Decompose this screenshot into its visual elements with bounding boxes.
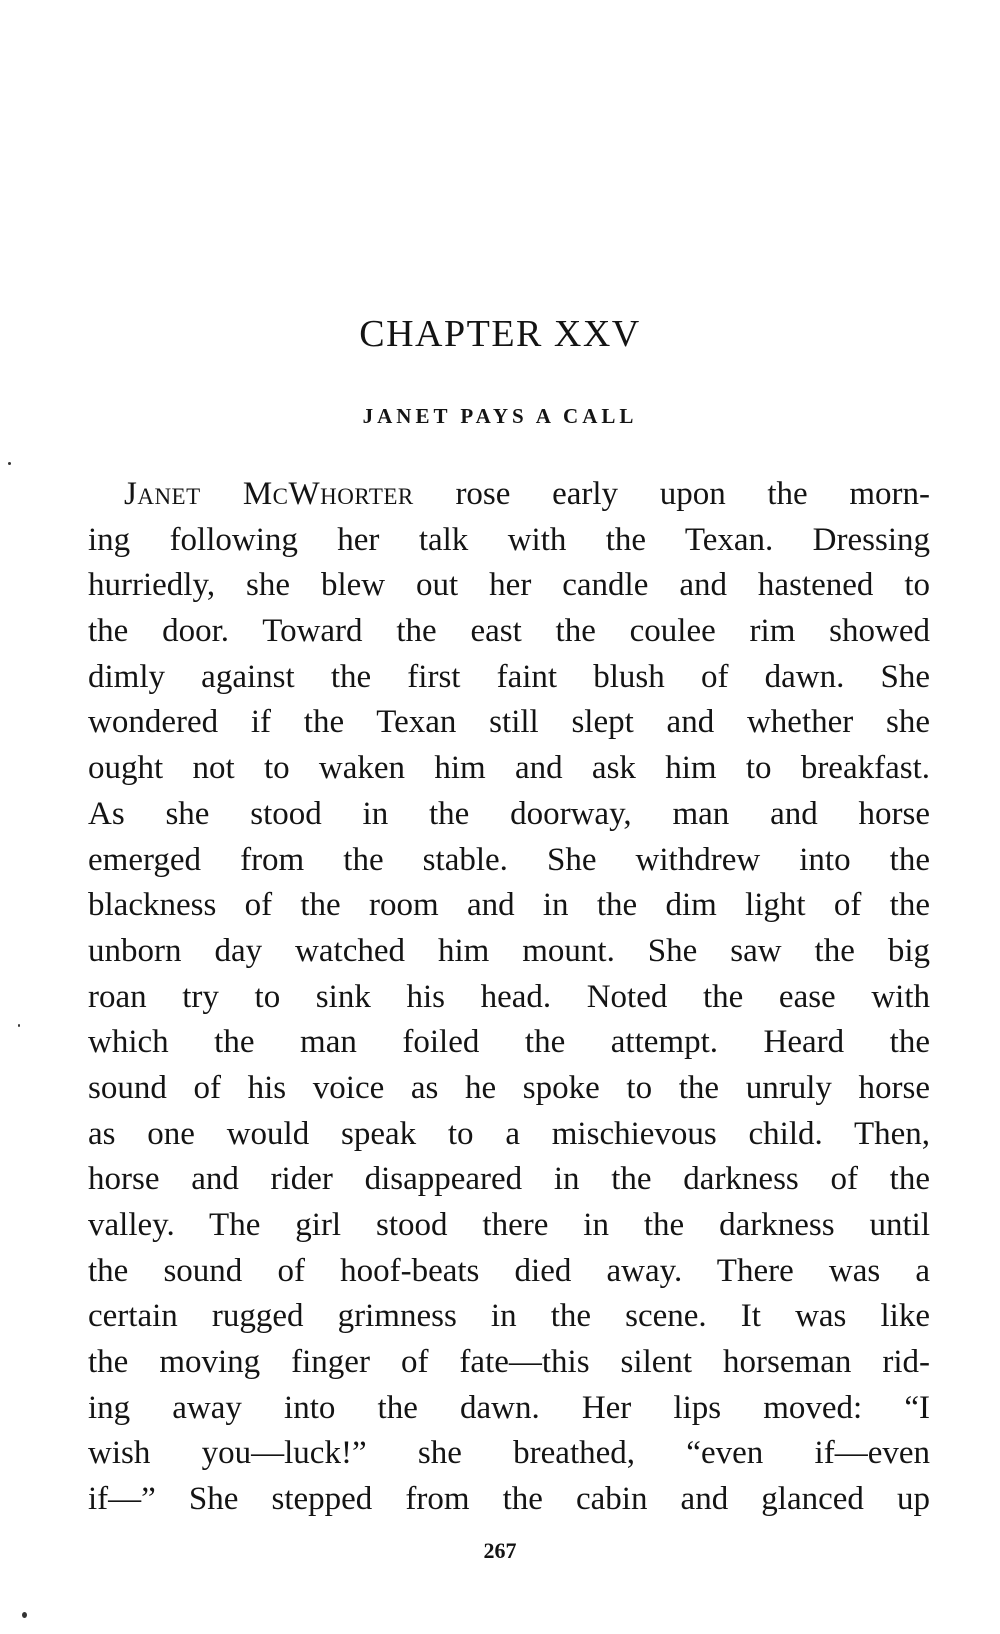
text-line: ing following her talk with the Texan. Dressing xyxy=(88,521,930,558)
chapter-subtitle: JANET PAYS A CALL xyxy=(362,404,638,428)
text-line: horse and rider disappeared in the darkness of the xyxy=(88,1161,930,1198)
text-line: sound of his voice as he spoke to the unruly horse xyxy=(88,1069,930,1106)
first-line-rest: rose early upon the morn- xyxy=(413,476,930,512)
text-line: wish you—luck!” she breathed, “even if—even xyxy=(88,1435,930,1472)
scan-speck xyxy=(22,1612,27,1618)
text-line: dimly against the first faint blush of dawn. She xyxy=(88,658,930,695)
chapter-body-paragraph xyxy=(88,472,930,1523)
scan-speck xyxy=(18,1024,20,1027)
text-line: wondered if the Texan still slept and whether she xyxy=(88,704,930,741)
text-line xyxy=(88,472,930,518)
text-line: unborn day watched him mount. She saw the big xyxy=(88,932,930,969)
text-line: blackness of the room and in the dim light of the xyxy=(88,887,930,924)
text-line: hurriedly, she blew out her candle and hastened to xyxy=(88,567,930,604)
text-line: which the man foiled the attempt. Heard the xyxy=(88,1024,930,1061)
text-line: the door. Toward the east the coulee rim showed xyxy=(88,613,930,650)
chapter-title: CHAPTER XXV xyxy=(359,313,641,355)
text-line: certain rugged grimness in the scene. It was like xyxy=(88,1298,930,1335)
text-line: the sound of hoof-beats died away. There was a xyxy=(88,1252,930,1289)
text-line: roan try to sink his head. Noted the ease with xyxy=(88,978,930,1015)
opening-name: Janet McWhorter xyxy=(124,476,414,512)
text-line: ought not to waken him and ask him to breakfast. xyxy=(88,750,930,787)
text-line: as one would speak to a mischievous child. Then, xyxy=(88,1115,930,1152)
text-line: if—” She stepped from the cabin and glanced up xyxy=(88,1481,930,1518)
page-number: 267 xyxy=(483,1538,517,1563)
text-line: ing away into the dawn. Her lips moved: “I xyxy=(88,1389,930,1426)
text-line: emerged from the stable. She withdrew into the xyxy=(88,841,930,878)
text-line: As she stood in the doorway, man and horse xyxy=(88,795,930,832)
text-line: the moving finger of fate—this silent horseman rid- xyxy=(88,1344,930,1381)
text-line: valley. The girl stood there in the darkness until xyxy=(88,1207,930,1243)
scan-speck xyxy=(8,462,11,465)
